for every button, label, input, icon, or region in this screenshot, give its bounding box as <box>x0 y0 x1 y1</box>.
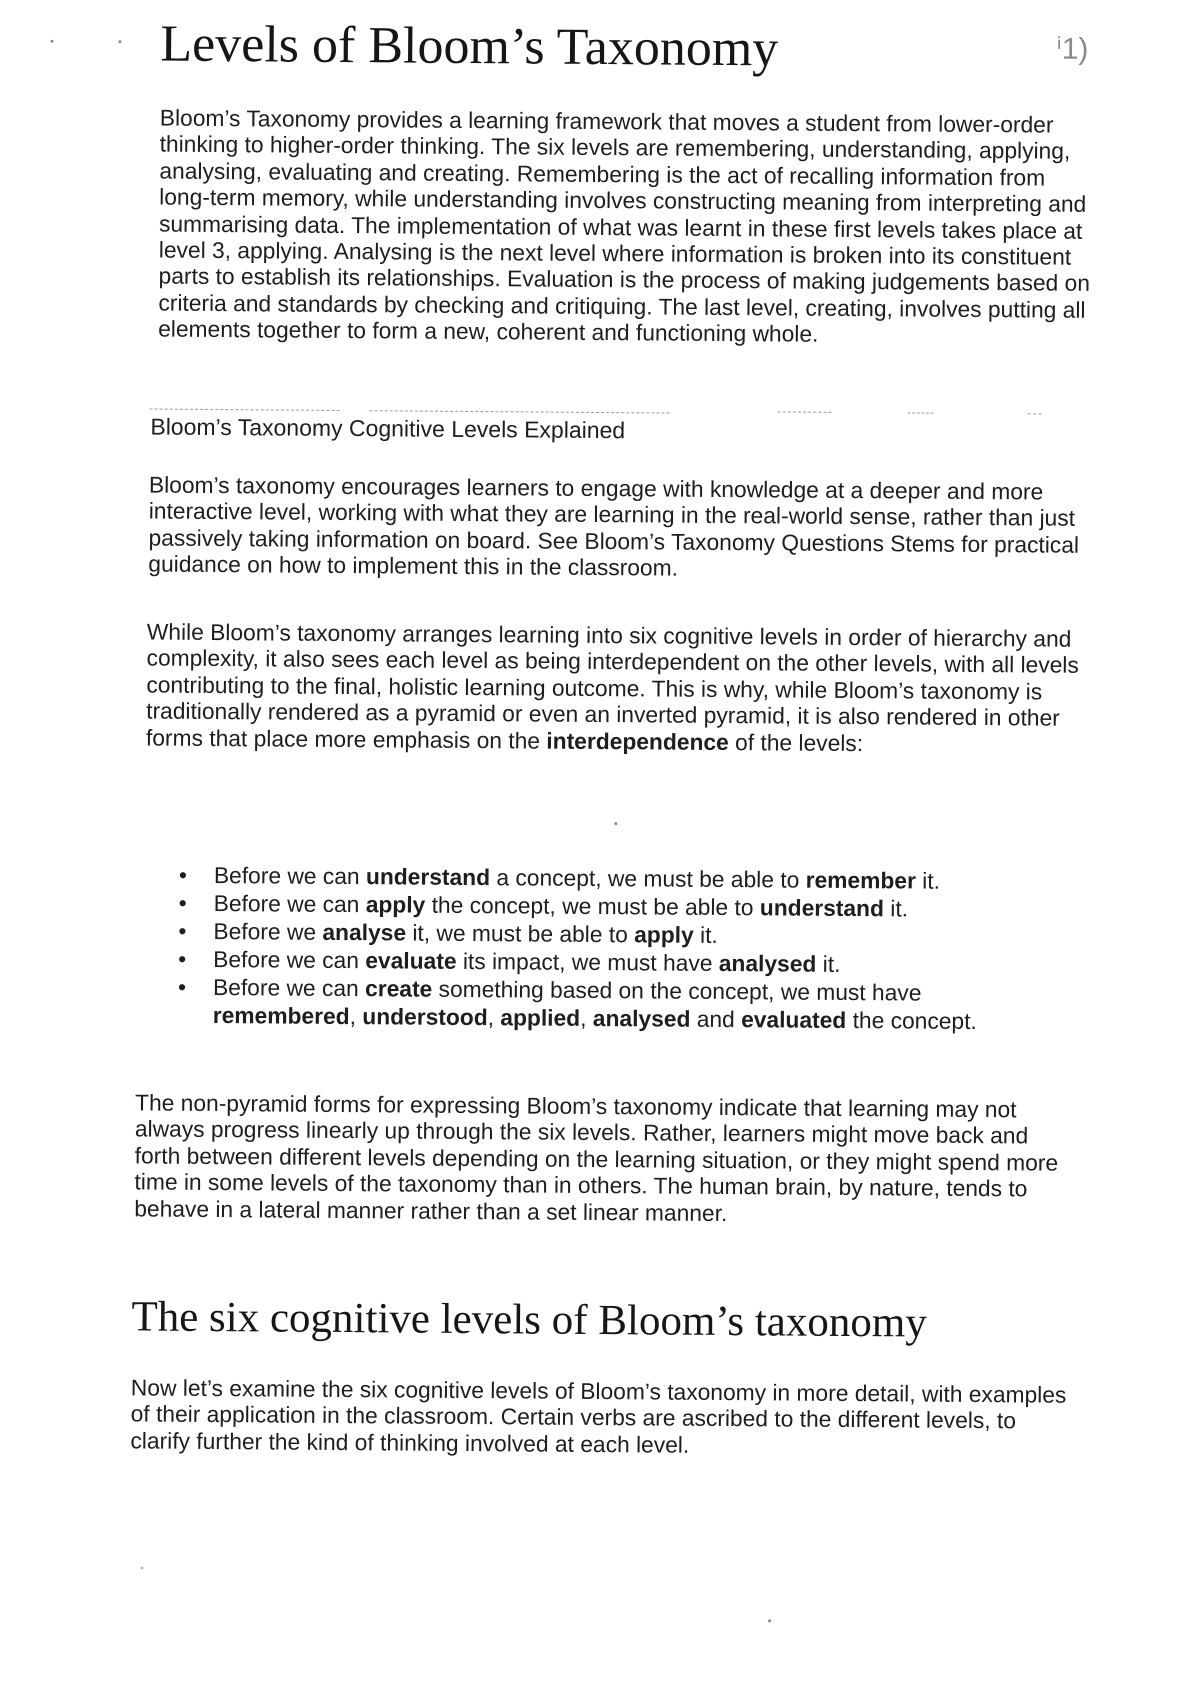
bullet-dot: • <box>178 917 187 944</box>
dashed-rule <box>778 411 832 412</box>
paragraph-3-emphasis: interdependence <box>546 727 729 755</box>
intro-paragraph: Bloom’s Taxonomy provides a learning framework that moves a student from lower-order thinking to higher-order thinking. The six levels are remembering, understanding, applying, analysing, evaluating and creating. Remembering is the act of recalling information from long-term memory, while understanding involves constructing meaning from interpreting and summarising data. The implementation of what was learnt in these first levels takes place at level 3, applying. Analysing is the next level where information is broken into its constituent parts to establish its relationships. Evaluation is the process of making judgements based on criteria and standards by checking and critiquing. The last level, creating, involves putting all elements together to form a new, coherent and functioning whole. <box>158 104 1091 347</box>
scan-speck <box>768 1619 771 1622</box>
section-heading: The six cognitive levels of Bloom’s taxonomy <box>131 1293 927 1347</box>
paragraph-3-text: While Bloom’s taxonomy arranges learning into six cognitive levels in order of hierarchy and complexity, it also sees each level as being interdependent on the other levels, with all levels contributing to the final, holistic learning outcome. This is why, while Bloom’s taxonomy is traditionally rendered as a pyramid or even an inverted pyramid, it is also rendered in other forms that place more emphasis on the <box>145 618 1079 754</box>
list-item: • Before we can evaluate its impact, we must have analysed it. <box>178 945 841 977</box>
scan-speck <box>118 40 121 43</box>
bullet-dot: • <box>177 973 187 1000</box>
list-item: • Before we can apply the concept, we must be able to understand it. <box>178 889 909 922</box>
paragraph-5: Now let’s examine the six cognitive levels of Bloom’s taxonomy in more detail, with examples of their application in the classroom. Certain verbs are ascribed to the different levels, to clarify further the kind of thinking involved at each level. <box>130 1374 1067 1458</box>
bullet-dot: • <box>178 889 187 916</box>
paragraph-4: The non-pyramid forms for expressing Bloom’s taxonomy indicate that learning may not always progress linearly up through the six levels. Rather, learners might move back and forth between different levels depending on the learning situation, or they might spend more time in some levels of the taxonomy than in others. The human brain, by nature, tends to behave in a lateral manner rather than a set linear manner. <box>134 1089 1059 1226</box>
list-item: • Before we can create something based on the concept, we must have remembered, understood, applied, analysed and evaluated the concept. <box>177 973 977 1034</box>
document-title: Levels of Bloom’s Taxonomy <box>160 15 779 78</box>
handwritten-page-mark: ⁱ1) <box>1056 32 1089 66</box>
list-item: • Before we analyse it, we must be able to apply it. <box>178 917 718 948</box>
dashed-rule <box>150 408 340 410</box>
scan-speck <box>140 1566 143 1569</box>
scan-speck <box>614 822 617 825</box>
paragraph-2: Bloom’s taxonomy encourages learners to engage with knowledge at a deeper and more interactive level, working with what they are learning in the real-world sense, rather than just passively taking information on board. See Bloom’s Taxonomy Questions Stems for practical guidance on how to implement this in the classroom. <box>148 471 1080 581</box>
dashed-rule <box>1028 413 1042 414</box>
list-item: • Before we can understand a concept, we must be able to remember it. <box>178 861 941 894</box>
bullet-dot: • <box>178 945 187 972</box>
scan-speck <box>50 40 53 43</box>
bullet-dot: • <box>178 861 187 888</box>
dashed-rule <box>908 412 934 413</box>
paragraph-3-text-end: of the levels: <box>728 728 864 756</box>
paragraph-3 <box>146 618 1082 757</box>
bullet-list <box>177 861 1034 1035</box>
dashed-rule <box>370 410 670 413</box>
section-subheading: Bloom’s Taxonomy Cognitive Levels Explained <box>150 413 626 444</box>
